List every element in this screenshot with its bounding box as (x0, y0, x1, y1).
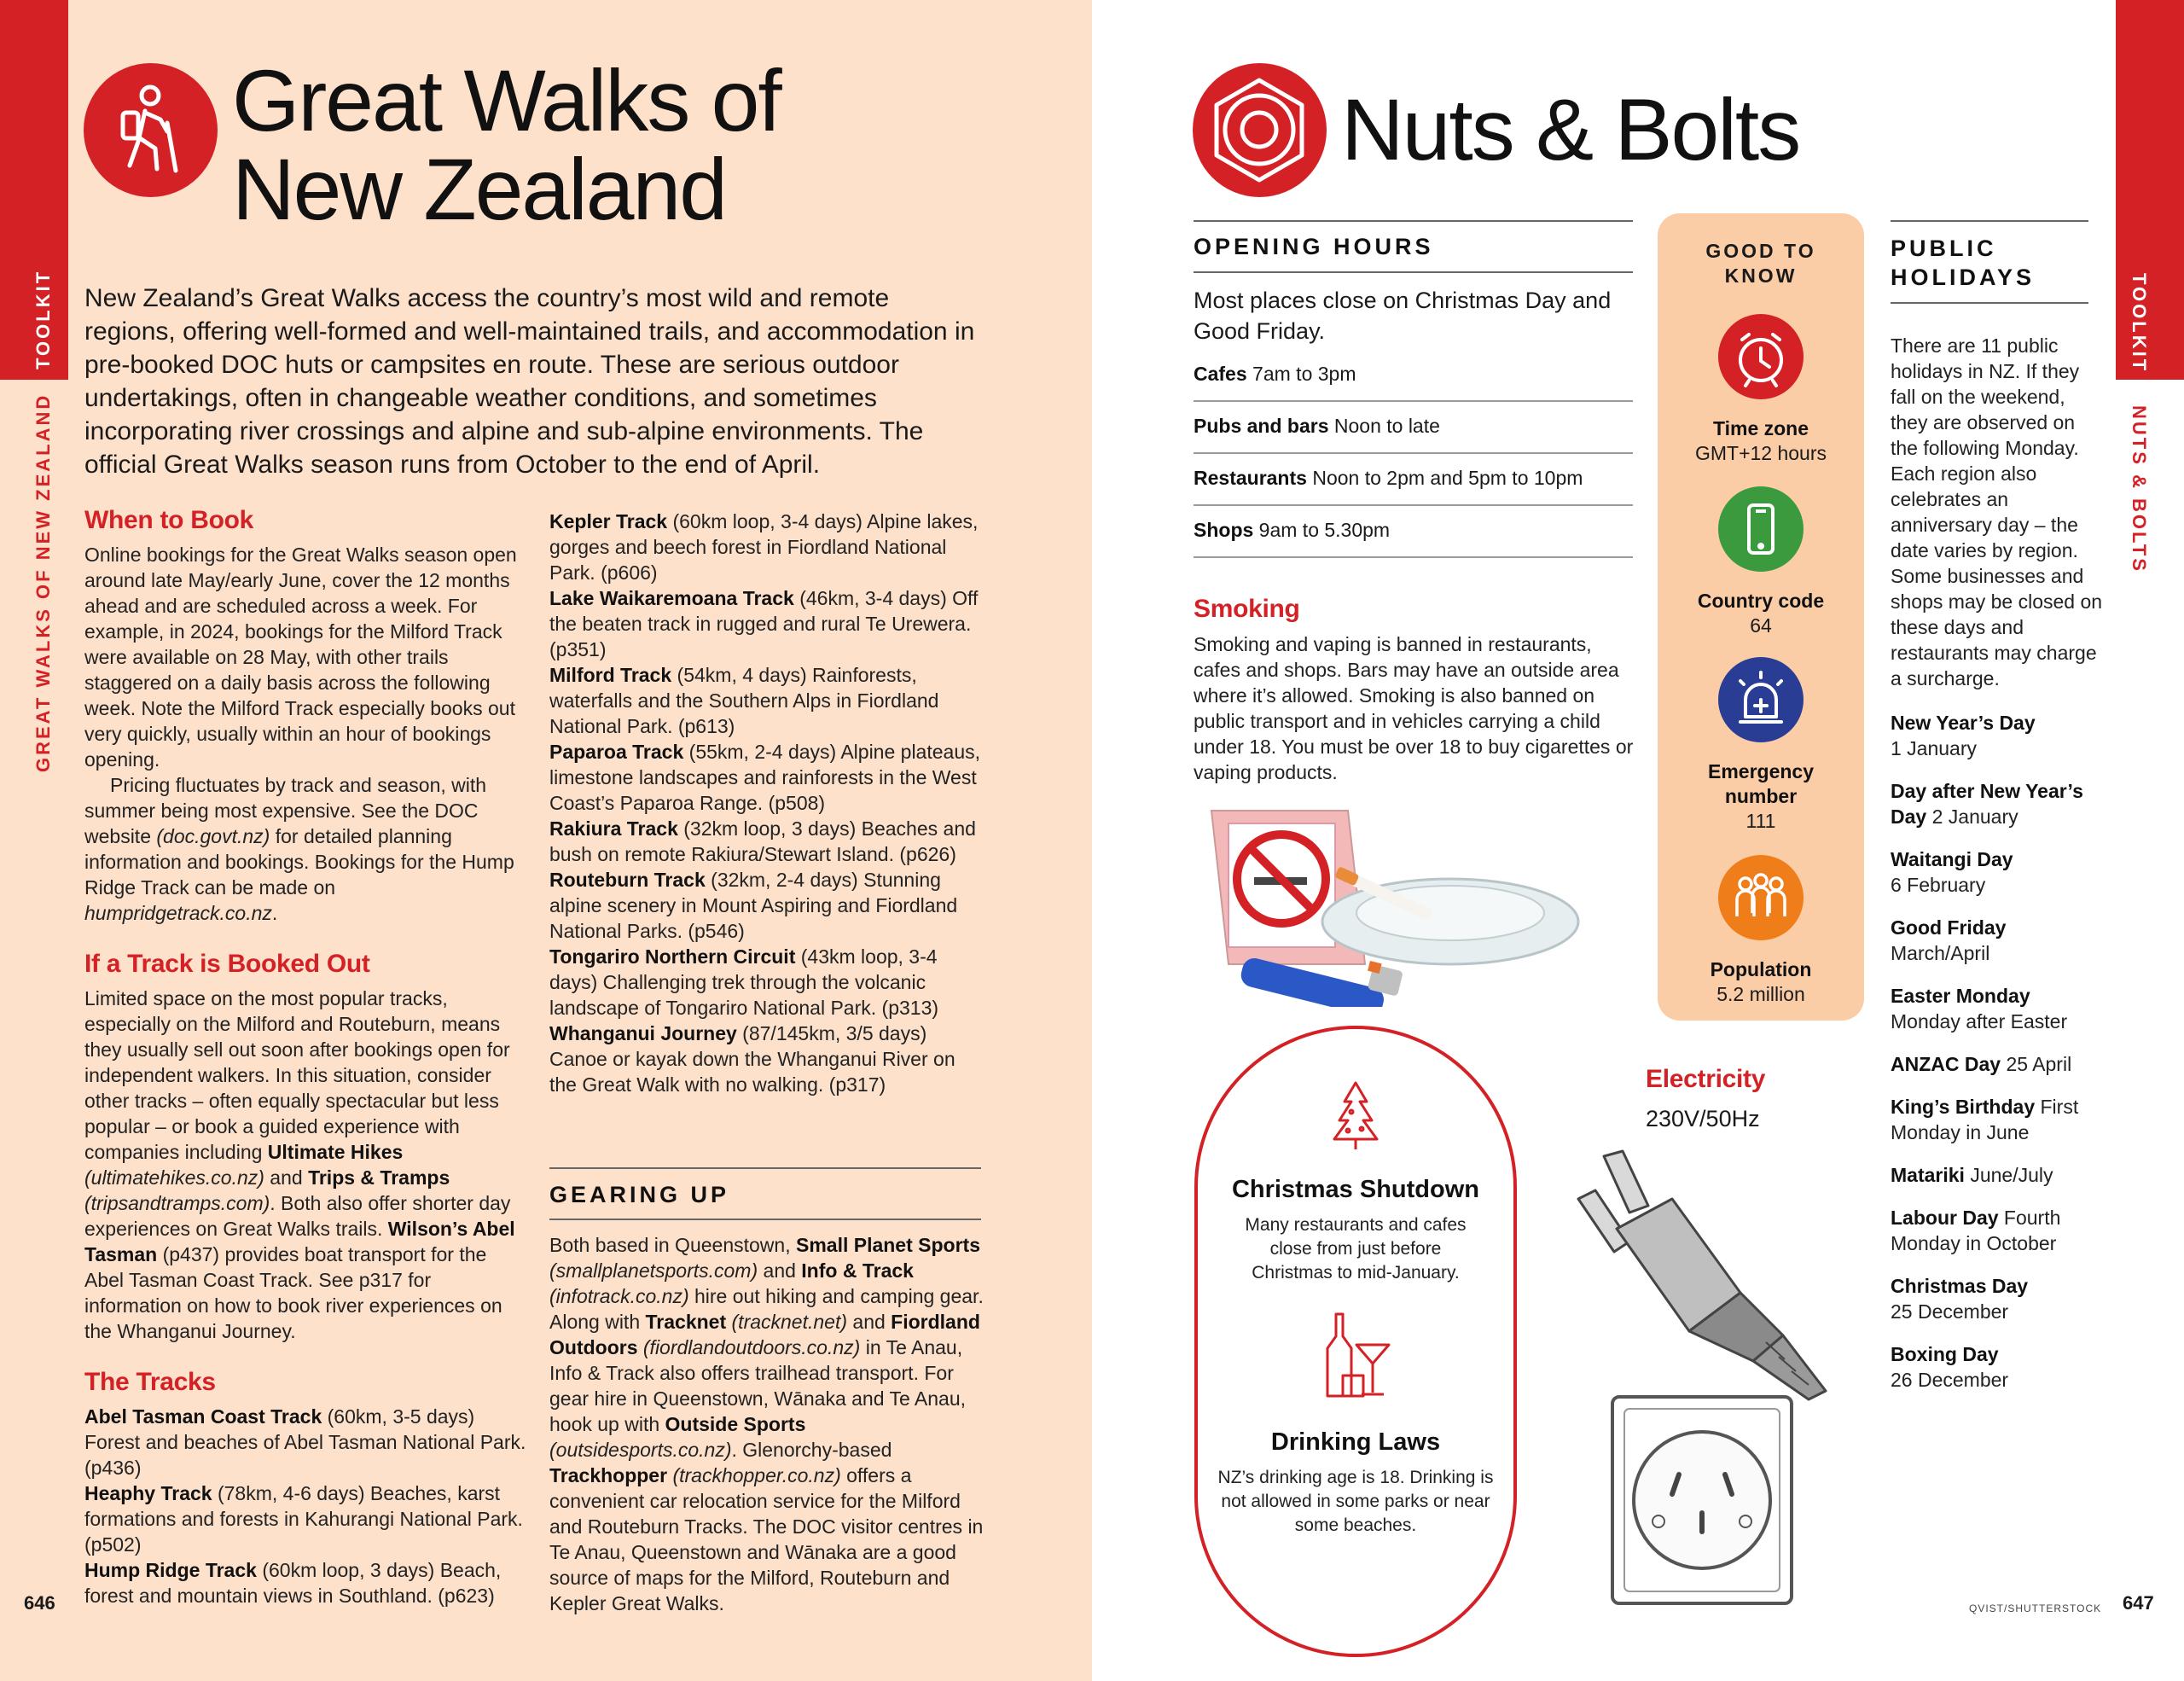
public-holidays-list (1891, 333, 2104, 1410)
track-item: Lake Waikaremoana Track (46km, 3-4 days) Off the beaten track in rugged and rural Te Urewera. (p351) (549, 587, 979, 660)
gearing-up-text (549, 1232, 993, 1616)
booked-out-heading: If a Track is Booked Out (84, 950, 370, 978)
hours-row: Pubs and bars Noon to late (1194, 402, 1633, 454)
section-tab-right-label: NUTS & BOLTS (2129, 405, 2150, 573)
track-item: Hump Ridge Track (60km loop, 3 days) Beach, forest and mountain views in Southland. (p623) (84, 1559, 502, 1607)
opening-hours-list (1194, 350, 1633, 558)
toolkit-tab-right (2116, 0, 2184, 380)
plug-icon (1570, 1148, 1834, 1404)
gear-shop-link[interactable]: (infotrack.co.nz) (549, 1285, 689, 1307)
holiday-name: Day after New Year’s Day (1891, 780, 2083, 828)
gear-text: and (847, 1311, 892, 1333)
drinking-laws-text: NZ’s drinking age is 18. Drinking is not allowed in some parks or near some beaches. (1217, 1468, 1494, 1535)
track-item: Routeburn Track (32km, 2-4 days) Stunning alpine scenery in Mount Aspiring and Fiordland National Parks. (p546) (549, 869, 958, 942)
doc-website-link[interactable]: (doc.govt.nz) (156, 825, 270, 847)
tracks-list-a (84, 1404, 526, 1608)
holiday-item (1891, 1205, 2104, 1256)
siren-icon (1718, 657, 1804, 742)
holiday-item (1891, 1273, 2104, 1324)
when-to-book-text: Online bookings for the Great Walks season open around late May/early June, cover the 12 months ahead and are scheduled across a week. For example, in 2024, bookings for the Milford Track were available on 28 May, with other trails staggered on a daily basis across the following week. Note the Milford Track especially books out very quickly, usually within an hour of bookings opening. (84, 544, 517, 771)
track-item: Heaphy Track (78km, 4-6 days) Beaches, karst formations and forests in Kahurangi National Park. (p502) (84, 1482, 523, 1556)
track-item: Milford Track (54km, 4 days) Rainforests, waterfalls and the Southern Alps in Fiordland National Park. (p613) (549, 664, 939, 737)
gearing-up-rule (549, 1167, 981, 1169)
drinking-laws-title: Drinking Laws (1270, 1428, 1441, 1456)
holiday-name: Boxing Day (1891, 1343, 1999, 1365)
public-holidays-heading: PUBLIC HOLIDAYS (1891, 236, 2036, 290)
track-item: Whanganui Journey (87/145km, 3/5 days) Canoe or kayak down the Whanganui River on the Great Walk with no walking. (p317) (549, 1022, 956, 1096)
gear-shop-name: Small Planet Sports (795, 1234, 980, 1256)
holiday-item (1891, 1162, 2104, 1188)
smoking-text: Smoking and vaping is banned in restaurants, cafes and shops. Bars may have an outside area where it’s allowed. Smoking is also banned on public transport and in vehicles carrying a child under 18. You must be over 18 to buy cigarettes or vaping products. (1194, 633, 1634, 783)
christmas-shutdown-text: Many restaurants and cafes close from just before Christmas to mid-January. (1245, 1215, 1467, 1283)
toolkit-tab-label: TOOLKIT (32, 269, 54, 369)
holiday-date: 6 February (1891, 874, 1986, 896)
holiday-date: First Monday in June (1891, 1096, 2079, 1143)
hiker-icon (84, 63, 218, 197)
electricity-heading: Electricity (1646, 1065, 1766, 1093)
holiday-item (1891, 710, 2104, 761)
gear-shop-link[interactable]: (smallplanetsports.com) (549, 1259, 758, 1282)
track-item: Rakiura Track (32km loop, 3 days) Beaches and bush on remote Rakiura/Stewart Island. (p626) (549, 817, 976, 865)
tracks-list-b (549, 509, 985, 1097)
track-item: Kepler Track (60km loop, 3-4 days) Alpine lakes, gorges and beech forest in Fiordland National Park. (p606) (549, 510, 979, 584)
time-zone-info: Time zone GMT+12 hours (1694, 417, 1827, 464)
info-capsule (1194, 1026, 1517, 1657)
holiday-date: Monday after Easter (1891, 1010, 2068, 1032)
pricing-text: Pricing fluctuates by track and season, with summer being most expensive. See the DOC website (doc.govt.nz) for detailed planning information and bookings. Bookings for the Hump Ridge Track can be made on humpridgetrack.co.nz. (84, 774, 514, 924)
hours-row: Restaurants Noon to 2pm and 5pm to 10pm (1194, 454, 1633, 506)
track-item: Abel Tasman Coast Track (60km, 3-5 days) Forest and beaches of Abel Tasman National Park. (p436) (84, 1405, 526, 1479)
holiday-date: June/July (1970, 1164, 2053, 1186)
smoking-heading: Smoking (1194, 595, 1300, 623)
holiday-date: 26 December (1891, 1369, 2009, 1391)
holiday-date: 1 January (1891, 737, 1978, 759)
holiday-item (1891, 915, 2104, 966)
holiday-item (1891, 1341, 2104, 1393)
electricity-value: 230V/50Hz (1646, 1106, 1760, 1131)
toolkit-tab-right-label: TOOLKIT (2129, 273, 2150, 374)
holiday-item (1891, 1094, 2104, 1145)
phone-icon (1718, 486, 1804, 572)
intro-paragraph: New Zealand’s Great Walks access the country’s most wild and remote regions, offering well-formed and well-maintained trails, and accommodation in pre-booked DOC huts or campsites en route. These are serious outdoor undertakings, often in changeable weather conditions, and sometimes incorporating river crossings and alpine and sub-alpine environments. The official Great Walks season runs from October to the end of April. (84, 284, 975, 479)
gear-text: and (758, 1259, 802, 1282)
holiday-name: Easter Monday (1891, 985, 2030, 1007)
holiday-name: Waitangi Day (1891, 848, 2013, 870)
holiday-name: King’s Birthday (1891, 1096, 2036, 1118)
hours-row: Shops 9am to 5.30pm (1194, 506, 1633, 558)
public-holidays-rule-bottom (1891, 302, 2088, 304)
gear-shop-link[interactable]: (tracknet.net) (731, 1311, 848, 1333)
holiday-item (1891, 846, 2104, 898)
track-item: Paparoa Track (55km, 2-4 days) Alpine plateaus, limestone landscapes and rainforests in the West Coast’s Paparoa Range. (p508) (549, 741, 981, 814)
gear-text: Both based in Queenstown, (549, 1234, 796, 1256)
holiday-name: Labour Day (1891, 1207, 1999, 1229)
photo-credit: QVIST/SHUTTERSTOCK (1969, 1602, 2102, 1614)
no-smoking-photo (1194, 794, 1587, 1007)
gear-shop-name: Tracknet (645, 1311, 727, 1333)
gear-shop-name: Info & Track (801, 1259, 914, 1282)
hours-row: Cafes 7am to 3pm (1194, 350, 1633, 402)
holiday-date: 25 April (2006, 1053, 2072, 1075)
opening-hours-rule (1194, 220, 1633, 222)
gear-shop-name: Trackhopper (549, 1464, 668, 1486)
gear-shop-link[interactable]: (outsidesports.co.nz) (549, 1439, 732, 1461)
opening-hours-rule-bottom (1194, 271, 1633, 273)
holiday-item (1891, 1051, 2104, 1077)
population-info: Population 5.2 million (1710, 958, 1812, 1005)
page-title-line1: Great Walks of (232, 52, 781, 149)
opening-hours-intro: Most places close on Christmas Day and Good Friday. (1194, 288, 1612, 344)
alarm-clock-icon (1718, 314, 1804, 399)
humpridge-link[interactable]: humpridgetrack.co.nz (84, 902, 272, 924)
holiday-name: ANZAC Day (1891, 1053, 2001, 1075)
hex-nut-icon (1193, 63, 1327, 197)
tracks-heading: The Tracks (84, 1368, 216, 1396)
booked-out-text: Limited space on the most popular tracks, especially on the Milford and Routeburn, means they usually sell out soon after bookings open for independent walkers. In this situation, consider other tracks – often equally spectacular but less popular – or book a guided experience with companies including Ultimate Hikes (ultimatehikes.co.nz) and Trips & Tramps (tripsandtramps.com). Both also offer shorter day experiences on Great Walks trails. Wilson’s Abel Tasman (p437) provides boat transport for the Abel Tasman Coast Track. See p317 for information on how to book river experiences on the Whanganui Journey. (84, 987, 515, 1342)
page-number: 646 (24, 1592, 55, 1614)
track-item: Tongariro Northern Circuit (43km loop, 3-4 days) Challenging trek through the volcanic landscape of Tongariro National Park. (p313) (549, 945, 939, 1019)
holiday-date: Fourth Monday in October (1891, 1207, 2061, 1254)
gear-shop-name: Outside Sports (665, 1413, 806, 1435)
holiday-date: March/April (1891, 942, 1990, 964)
holiday-name: Matariki (1891, 1164, 1965, 1186)
gear-shop-link[interactable]: (fiordlandoutdoors.co.nz) (642, 1336, 861, 1358)
page-number-right: 647 (2123, 1592, 2154, 1614)
public-holidays-rule (1891, 220, 2088, 222)
christmas-tree-icon (1326, 1076, 1385, 1153)
right-page-title: Nuts & Bolts (1341, 81, 1800, 178)
emergency-number-info: Emergency number 111 (1707, 760, 1814, 832)
holiday-date: 2 January (1931, 806, 2018, 828)
gearing-up-heading: GEARING UP (549, 1182, 730, 1207)
opening-hours-heading: OPENING HOURS (1194, 234, 1434, 259)
wall-socket-icon (1609, 1393, 1795, 1607)
people-icon (1718, 855, 1804, 940)
drinks-icon (1317, 1311, 1394, 1405)
holiday-name: New Year’s Day (1891, 712, 2036, 734)
gear-shop-name: Fiordland Outdoors (549, 1311, 980, 1358)
gearing-up-rule-bottom (549, 1219, 981, 1220)
gear-shop-link[interactable]: (trackhopper.co.nz) (672, 1464, 841, 1486)
section-tab-label: GREAT WALKS OF NEW ZEALAND (32, 393, 54, 772)
left-column (84, 508, 526, 1608)
gear-text: in Te Anau, Info & Track also offers trailhead transport. For gear hire in Queenstown, Wānaka and Te Anau, hook up with (549, 1336, 967, 1435)
good-to-know-heading: GOOD TO KNOW (1705, 240, 1816, 287)
when-to-book-heading: When to Book (84, 506, 254, 534)
public-holidays-intro: There are 11 public holidays in NZ. If they fall on the weekend, they are observed on the following Monday. Each region also celebrates an anniversary day – the date varies by region. Some businesses and shops may be closed on these days and restaurants may charge a surcharge. (1891, 334, 2103, 689)
good-to-know-panel (1658, 213, 1864, 1021)
gear-text: . Glenorchy-based (731, 1439, 892, 1461)
gear-text: offers a convenient car relocation service for the Milford and Routeburn Tracks. The DOC visitor centres in Te Anau, Queenstown and Wānaka are a good source of maps for the Milford, Routeburn and Kepler Great Walks. (549, 1464, 984, 1614)
gear-text: hire out hiking and camping gear. Along with (549, 1285, 984, 1333)
holiday-date: 25 December (1891, 1300, 2009, 1323)
country-code-info: Country code 64 (1697, 590, 1825, 637)
holiday-name: Good Friday (1891, 916, 2007, 939)
holiday-item (1891, 983, 2104, 1034)
holiday-name: Christmas Day (1891, 1275, 2029, 1297)
holiday-item (1891, 778, 2104, 829)
page-title-line2: New Zealand (232, 141, 726, 238)
christmas-shutdown-title: Christmas Shutdown (1231, 1176, 1479, 1203)
